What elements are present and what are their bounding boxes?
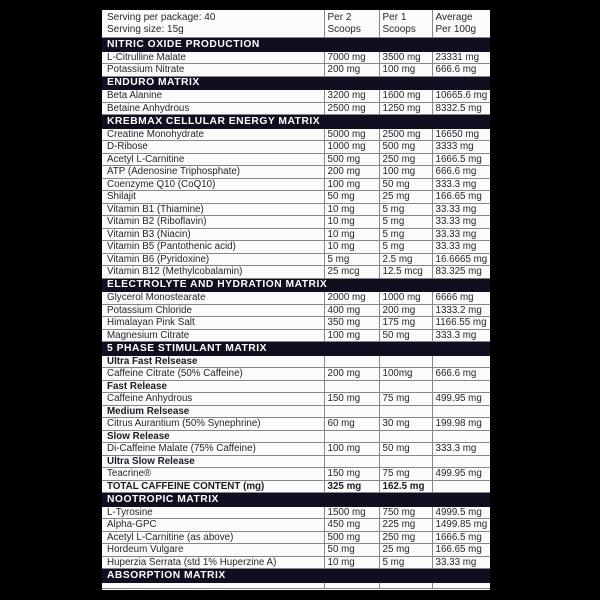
ingredient-row-caffeine-citrate-50-caffeine bbox=[102, 368, 490, 381]
ingredient-row-l-tyrosine bbox=[102, 506, 490, 519]
ingredient-row-vitamin-b5-pantothenic-acid bbox=[102, 241, 490, 254]
ingredient-row-atp-adenosine-triphosphate bbox=[102, 166, 490, 179]
ingredient-row-creatine-monohydrate bbox=[102, 128, 490, 141]
per-1-scoops-value: 750 mg bbox=[379, 506, 432, 519]
average-per-100g-value: 33.33 mg bbox=[432, 556, 490, 569]
per-1-scoops-value: 50 mg bbox=[379, 178, 432, 191]
per-2-scoops-value: 50 mg bbox=[324, 544, 379, 557]
section-bar-nootropic-matrix bbox=[102, 493, 490, 507]
average-per-100g-value: 666.6 mg bbox=[432, 368, 490, 381]
per-1-scoops-value: 50 mg bbox=[379, 443, 432, 456]
section-bar-absorption-matrix bbox=[102, 569, 490, 583]
ingredient-row-teacrine bbox=[102, 468, 490, 481]
section-title: NOOTROPIC MATRIX bbox=[102, 493, 490, 507]
average-per-100g-value bbox=[432, 480, 490, 493]
per-2-scoops-value: 100 mg bbox=[324, 178, 379, 191]
ingredient-name: D-Ribose bbox=[102, 141, 324, 154]
per-1-scoops-value: 25 mg bbox=[379, 191, 432, 204]
average-per-100g-value: 23331 mg bbox=[432, 51, 490, 64]
per-2-scoops-value: 200 mg bbox=[324, 64, 379, 77]
per-2-scoops-value: 2000 mg bbox=[324, 292, 379, 305]
per-2-scoops-value: 10 mg bbox=[324, 556, 379, 569]
average-per-100g-value: 1666.5 mg bbox=[432, 153, 490, 166]
per-1-scoops-value: 5 mg bbox=[379, 228, 432, 241]
per-1-scoops-value: 3500 mg bbox=[379, 51, 432, 64]
per-1-scoops-value: 250 mg bbox=[379, 531, 432, 544]
average-per-100g-value: 16.6665 mg bbox=[432, 253, 490, 266]
per-1-scoops-value: 5 mg bbox=[379, 241, 432, 254]
per-2-scoops-value: 200 mg bbox=[324, 368, 379, 381]
ingredient-name: Vitamin B5 (Pantothenic acid) bbox=[102, 241, 324, 254]
per-2-scoops-value: 500 mg bbox=[324, 531, 379, 544]
ingredient-name bbox=[102, 582, 324, 588]
per-2-scoops-value: 5 mg bbox=[324, 253, 379, 266]
section-title: ELECTROLYTE AND HYDRATION MATRIX bbox=[102, 278, 490, 292]
per-1-scoops-value: 75 mg bbox=[379, 468, 432, 481]
ingredient-name: Vitamin B1 (Thiamine) bbox=[102, 203, 324, 216]
table-body bbox=[102, 38, 490, 589]
average-per-100g-value: 1166.55 mg bbox=[432, 317, 490, 330]
per-2-scoops-value: 150 mg bbox=[324, 468, 379, 481]
per-2-scoops-value bbox=[324, 380, 379, 393]
average-per-100g-value: 1333.2 mg bbox=[432, 304, 490, 317]
section-bar-electrolyte-and-hydration-matrix bbox=[102, 278, 490, 292]
ingredient-name: Himalayan Pink Salt bbox=[102, 317, 324, 330]
per-1-scoops-value: 500 mg bbox=[379, 141, 432, 154]
section-title: ABSORPTION MATRIX bbox=[102, 569, 490, 583]
ingredient-row-d-ribose bbox=[102, 141, 490, 154]
ingredient-row-shilajit bbox=[102, 191, 490, 204]
average-per-100g-value: 199.98 mg bbox=[432, 418, 490, 431]
average-per-100g-value bbox=[432, 355, 490, 368]
average-per-100g-value: 499.95 mg bbox=[432, 468, 490, 481]
per-1-scoops-value: 5 mg bbox=[379, 216, 432, 229]
column-header-average-per-100g: Average Per 100g bbox=[432, 10, 490, 38]
section-title: ENDURO MATRIX bbox=[102, 76, 490, 90]
average-per-100g-value: 33.33 mg bbox=[432, 228, 490, 241]
ingredient-row-citrus-aurantium-50-synephrine bbox=[102, 418, 490, 431]
ingredient-name: Potassium Chloride bbox=[102, 304, 324, 317]
ingredient-row-coenzyme-q10-coq10 bbox=[102, 178, 490, 191]
ingredient-name: Teacrine® bbox=[102, 468, 324, 481]
ingredient-row-vitamin-b6-pyridoxine bbox=[102, 253, 490, 266]
per-1-scoops-value: 1000 mg bbox=[379, 292, 432, 305]
section-bar-krebmax-cellular-energy-matrix bbox=[102, 115, 490, 129]
average-per-100g-value: 666.6 mg bbox=[432, 64, 490, 77]
ingredient-row-magnesium-citrate bbox=[102, 329, 490, 342]
average-per-100g-value bbox=[432, 455, 490, 468]
release-subheader-slow-release bbox=[102, 430, 490, 443]
ingredient-name: Di-Caffeine Malate (75% Caffeine) bbox=[102, 443, 324, 456]
per-1-scoops-value: 1250 mg bbox=[379, 102, 432, 115]
section-bar-enduro-matrix bbox=[102, 76, 490, 90]
ingredient-name: Glycerol Monostearate bbox=[102, 292, 324, 305]
ingredient-name: Coenzyme Q10 (CoQ10) bbox=[102, 178, 324, 191]
per-1-scoops-value: 5 mg bbox=[379, 556, 432, 569]
per-1-scoops-value: 250 mg bbox=[379, 153, 432, 166]
column-header-per-2-scoops: Per 2 Scoops bbox=[324, 10, 379, 38]
section-bar-5-phase-stimulant-matrix bbox=[102, 342, 490, 356]
ingredient-name: L-Tyrosine bbox=[102, 506, 324, 519]
average-per-100g-value: 333.3 mg bbox=[432, 443, 490, 456]
ingredient-name: Ultra Fast Relsease bbox=[102, 355, 324, 368]
per-2-scoops-value bbox=[324, 430, 379, 443]
section-title: 5 PHASE STIMULANT MATRIX bbox=[102, 342, 490, 356]
per-1-scoops-value bbox=[379, 430, 432, 443]
ingredient-row-himalayan-pink-salt bbox=[102, 317, 490, 330]
serving-per-package-text: Serving per package: 40 bbox=[107, 12, 216, 23]
per-1-scoops-value: 30 mg bbox=[379, 418, 432, 431]
ingredient-name: Shilajit bbox=[102, 191, 324, 204]
per-1-scoops-value: 200 mg bbox=[379, 304, 432, 317]
per-1-scoops-value: 100 mg bbox=[379, 166, 432, 179]
average-per-100g-value: 6666 mg bbox=[432, 292, 490, 305]
per-2-scoops-value: 10 mg bbox=[324, 216, 379, 229]
ingredient-name: Vitamin B3 (Niacin) bbox=[102, 228, 324, 241]
average-per-100g-value: 8332.5 mg bbox=[432, 102, 490, 115]
section-title: KREBMAX CELLULAR ENERGY MATRIX bbox=[102, 115, 490, 129]
average-per-100g-value: 3333 mg bbox=[432, 141, 490, 154]
ingredient-name: Caffeine Anhydrous bbox=[102, 393, 324, 406]
ingredient-name: Beta Alanine bbox=[102, 90, 324, 103]
ingredient-row-glycerol-monostearate bbox=[102, 292, 490, 305]
per-2-scoops-value: 400 mg bbox=[324, 304, 379, 317]
per-2-scoops-value: 5000 mg bbox=[324, 128, 379, 141]
per-2-scoops-value: 7000 mg bbox=[324, 51, 379, 64]
per-1-scoops-value: 2.5 mg bbox=[379, 253, 432, 266]
per-1-scoops-value: 175 mg bbox=[379, 317, 432, 330]
per-1-scoops-value: 225 mg bbox=[379, 519, 432, 532]
average-per-100g-value bbox=[432, 582, 490, 588]
average-per-100g-value: 166.65 mg bbox=[432, 544, 490, 557]
ingredient-name: Magnesium Citrate bbox=[102, 329, 324, 342]
per-1-scoops-value: 100mg bbox=[379, 368, 432, 381]
average-per-100g-value: 333.3 mg bbox=[432, 178, 490, 191]
supplement-facts-panel bbox=[102, 10, 490, 590]
ingredient-name: Acetyl L-Carnitine (as above) bbox=[102, 531, 324, 544]
per-1-scoops-value: 5 mg bbox=[379, 203, 432, 216]
ingredient-name: Hordeum Vulgare bbox=[102, 544, 324, 557]
per-2-scoops-value: 1000 mg bbox=[324, 141, 379, 154]
average-per-100g-value: 33.33 mg bbox=[432, 241, 490, 254]
ingredient-name: Fast Release bbox=[102, 380, 324, 393]
ingredient-name: Creatine Monohydrate bbox=[102, 128, 324, 141]
average-per-100g-value bbox=[432, 380, 490, 393]
average-per-100g-value: 1666.5 mg bbox=[432, 531, 490, 544]
ingredient-row-l-citrulline-malate bbox=[102, 51, 490, 64]
ingredient-name: Citrus Aurantium (50% Synephrine) bbox=[102, 418, 324, 431]
per-1-scoops-value: 2500 mg bbox=[379, 128, 432, 141]
per-2-scoops-value bbox=[324, 455, 379, 468]
per-1-scoops-value: 75 mg bbox=[379, 393, 432, 406]
per-1-scoops-value: 25 mg bbox=[379, 544, 432, 557]
per-1-scoops-value: 1600 mg bbox=[379, 90, 432, 103]
per-2-scoops-value: 2500 mg bbox=[324, 102, 379, 115]
ingredient-name: Ultra Slow Release bbox=[102, 455, 324, 468]
per-1-scoops-value: 12.5 mcg bbox=[379, 266, 432, 279]
per-2-scoops-value: 1500 mg bbox=[324, 506, 379, 519]
release-subheader-medium-relsease bbox=[102, 405, 490, 418]
average-per-100g-value: 166.65 mg bbox=[432, 191, 490, 204]
per-2-scoops-value bbox=[324, 355, 379, 368]
ingredient-row-hordeum-vulgare bbox=[102, 544, 490, 557]
ingredient-name: Vitamin B6 (Pyridoxine) bbox=[102, 253, 324, 266]
per-1-scoops-value bbox=[379, 455, 432, 468]
ingredient-row-potassium-chloride bbox=[102, 304, 490, 317]
serving-size-text: Serving size: 15g bbox=[107, 23, 184, 35]
per-2-scoops-value bbox=[324, 405, 379, 418]
ingredient-name: Medium Relsease bbox=[102, 405, 324, 418]
average-per-100g-value: 83.325 mg bbox=[432, 266, 490, 279]
average-per-100g-value bbox=[432, 405, 490, 418]
ingredient-name: TOTAL CAFFEINE CONTENT (mg) bbox=[102, 480, 324, 493]
per-2-scoops-value: 25 mcg bbox=[324, 266, 379, 279]
ingredient-name: Vitamin B2 (Riboflavin) bbox=[102, 216, 324, 229]
average-per-100g-value bbox=[432, 430, 490, 443]
per-1-scoops-value: 162.5 mg bbox=[379, 480, 432, 493]
ingredient-row-betaine-anhydrous bbox=[102, 102, 490, 115]
per-1-scoops-value bbox=[379, 582, 432, 588]
ingredient-row-vitamin-b2-riboflavin bbox=[102, 216, 490, 229]
ingredient-row-acetyl-l-carnitine-as-above bbox=[102, 531, 490, 544]
release-subheader-ultra-slow-release bbox=[102, 455, 490, 468]
ingredient-name: Huperzia Serrata (std 1% Huperzine A) bbox=[102, 556, 324, 569]
ingredient-name: Caffeine Citrate (50% Caffeine) bbox=[102, 368, 324, 381]
per-1-scoops-value: 50 mg bbox=[379, 329, 432, 342]
serving-info-cell bbox=[102, 10, 324, 38]
ingredient-row-vitamin-b12-methylcobalamin bbox=[102, 266, 490, 279]
partial-row-row bbox=[102, 582, 490, 588]
average-per-100g-value: 10665.6 mg bbox=[432, 90, 490, 103]
ingredient-row-alpha-gpc bbox=[102, 519, 490, 532]
release-subheader-fast-release bbox=[102, 380, 490, 393]
table-header-row bbox=[102, 10, 490, 38]
per-1-scoops-value bbox=[379, 380, 432, 393]
release-subheader-ultra-fast-relsease bbox=[102, 355, 490, 368]
per-1-scoops-value bbox=[379, 355, 432, 368]
total-row-total-caffeine-content-mg bbox=[102, 480, 490, 493]
average-per-100g-value: 333.3 mg bbox=[432, 329, 490, 342]
ingredient-name: Betaine Anhydrous bbox=[102, 102, 324, 115]
ingredient-row-potassium-nitrate bbox=[102, 64, 490, 77]
average-per-100g-value: 1499.85 mg bbox=[432, 519, 490, 532]
average-per-100g-value: 4999.5 mg bbox=[432, 506, 490, 519]
per-2-scoops-value: 50 mg bbox=[324, 191, 379, 204]
ingredient-row-caffeine-anhydrous bbox=[102, 393, 490, 406]
average-per-100g-value: 33.33 mg bbox=[432, 203, 490, 216]
ingredient-row-acetyl-l-carnitine bbox=[102, 153, 490, 166]
per-2-scoops-value: 10 mg bbox=[324, 241, 379, 254]
per-2-scoops-value: 500 mg bbox=[324, 153, 379, 166]
average-per-100g-value: 33.33 mg bbox=[432, 216, 490, 229]
per-1-scoops-value bbox=[379, 405, 432, 418]
ingredient-row-vitamin-b3-niacin bbox=[102, 228, 490, 241]
supplement-facts-table bbox=[102, 10, 490, 589]
ingredient-row-huperzia-serrata-std-1-huperzine-a bbox=[102, 556, 490, 569]
ingredient-name: Vitamin B12 (Methylcobalamin) bbox=[102, 266, 324, 279]
average-per-100g-value: 499.95 mg bbox=[432, 393, 490, 406]
ingredient-name: L-Citrulline Malate bbox=[102, 51, 324, 64]
per-2-scoops-value: 3200 mg bbox=[324, 90, 379, 103]
per-2-scoops-value: 150 mg bbox=[324, 393, 379, 406]
ingredient-row-di-caffeine-malate-75-caffeine bbox=[102, 443, 490, 456]
per-2-scoops-value: 10 mg bbox=[324, 228, 379, 241]
per-2-scoops-value: 200 mg bbox=[324, 166, 379, 179]
per-2-scoops-value: 10 mg bbox=[324, 203, 379, 216]
average-per-100g-value: 666.6 mg bbox=[432, 166, 490, 179]
ingredient-row-beta-alanine bbox=[102, 90, 490, 103]
per-2-scoops-value: 100 mg bbox=[324, 443, 379, 456]
ingredient-name: Slow Release bbox=[102, 430, 324, 443]
per-2-scoops-value: 100 mg bbox=[324, 329, 379, 342]
ingredient-name: ATP (Adenosine Triphosphate) bbox=[102, 166, 324, 179]
ingredient-name: Potassium Nitrate bbox=[102, 64, 324, 77]
section-bar-nitric-oxide-production bbox=[102, 38, 490, 52]
per-2-scoops-value: 325 mg bbox=[324, 480, 379, 493]
ingredient-name: Alpha-GPC bbox=[102, 519, 324, 532]
ingredient-row-vitamin-b1-thiamine bbox=[102, 203, 490, 216]
average-per-100g-value: 16650 mg bbox=[432, 128, 490, 141]
per-2-scoops-value: 350 mg bbox=[324, 317, 379, 330]
per-2-scoops-value: 60 mg bbox=[324, 418, 379, 431]
per-2-scoops-value: 450 mg bbox=[324, 519, 379, 532]
per-2-scoops-value bbox=[324, 582, 379, 588]
column-header-per-1-scoops: Per 1 Scoops bbox=[379, 10, 432, 38]
section-title: NITRIC OXIDE PRODUCTION bbox=[102, 38, 490, 52]
ingredient-name: Acetyl L-Carnitine bbox=[102, 153, 324, 166]
per-1-scoops-value: 100 mg bbox=[379, 64, 432, 77]
